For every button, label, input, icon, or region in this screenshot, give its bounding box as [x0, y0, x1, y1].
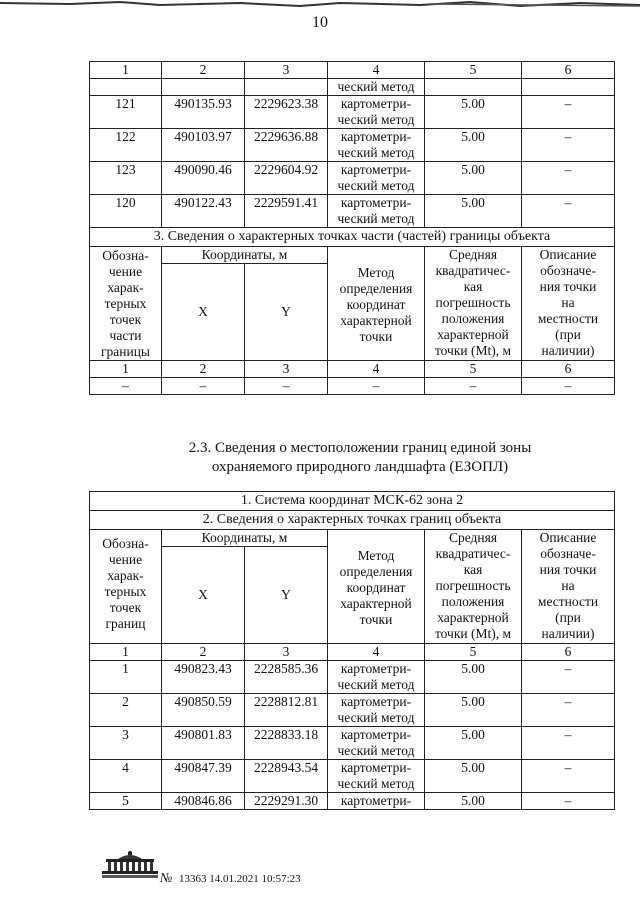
coord-x: 490103.97 [162, 129, 245, 162]
coord-x: 490122.43 [162, 195, 245, 228]
col-num: 3 [245, 62, 328, 79]
col-num: 1 [90, 361, 162, 378]
header-y: Y [245, 547, 328, 644]
header-method: Метод определения координат характерной точки [328, 530, 425, 644]
scan-edge-artifact [0, 0, 640, 14]
description: – [522, 793, 615, 810]
col-num: 4 [328, 361, 425, 378]
accuracy: 5.00 [425, 162, 522, 195]
header-x: X [162, 547, 245, 644]
method-line: картометри- [340, 96, 412, 111]
method-line: картометри- [340, 727, 412, 742]
point-id: 120 [90, 195, 162, 228]
method-line: ческий метод [337, 776, 415, 791]
number-sign: № [160, 870, 173, 885]
header-row [90, 247, 615, 264]
method-line: картометри- [340, 661, 412, 676]
method-line: ческий метод [337, 145, 415, 160]
point-id: 3 [90, 727, 162, 760]
header-point-designation: Обозна- чение харак- терных точек части границы [90, 247, 162, 361]
coord-y: 2229291.30 [245, 793, 328, 810]
description: – [522, 727, 615, 760]
point-id: 4 [90, 760, 162, 793]
coord-y: 2228812.81 [245, 694, 328, 727]
table-row [90, 162, 615, 195]
method-line: картометри- [340, 195, 412, 210]
point-id: 123 [90, 162, 162, 195]
empty-cell: – [162, 378, 245, 395]
section-2-title: 2. Сведения о характерных точках границ объекта [90, 511, 615, 530]
coordinates-table-continued [89, 61, 615, 395]
coord-y: 2228585.36 [245, 661, 328, 694]
point-id: 121 [90, 96, 162, 129]
section-2-3-title: 2.3. Сведения о местоположении границ единой зоны охраняемого природного ландшафта (ЕЗОПЛ) [188, 440, 532, 475]
point-id: 2 [90, 694, 162, 727]
header-accuracy: Средняя квадратичес- кая погрешность положения характерной точки (Mt), м [425, 247, 522, 361]
page-number: 10 [312, 14, 328, 31]
document-stamp [160, 870, 301, 886]
empty-cell: – [425, 378, 522, 395]
coord-y: 2229623.38 [245, 96, 328, 129]
coord-y: 2229636.88 [245, 129, 328, 162]
method-cell [328, 661, 425, 694]
description: – [522, 694, 615, 727]
coord-y: 2228833.18 [245, 727, 328, 760]
coord-x: 490135.93 [162, 96, 245, 129]
empty-cell: – [522, 378, 615, 395]
accuracy: 5.00 [425, 661, 522, 694]
header-accuracy: Средняя квадратичес- кая погрешность положения характерной точки (Mt), м [425, 530, 522, 644]
document-footer [98, 850, 318, 900]
header-x: X [162, 264, 245, 361]
section-title-row [90, 511, 615, 530]
description: – [522, 661, 615, 694]
method-line: картометри- [340, 129, 412, 144]
point-id: 122 [90, 129, 162, 162]
accuracy: 5.00 [425, 96, 522, 129]
coord-y: 2229591.41 [245, 195, 328, 228]
accuracy: 5.00 [425, 793, 522, 810]
method-cell [328, 694, 425, 727]
coordinate-system-title: 1. Система координат МСК-62 зона 2 [90, 492, 615, 511]
method-line: ческий метод [337, 743, 415, 758]
continued-row [90, 79, 615, 96]
table-row [90, 96, 615, 129]
col-num: 5 [425, 361, 522, 378]
header-description: Описание обозначе- ния точки на местности (при наличии) [522, 247, 615, 361]
method-cell [328, 195, 425, 228]
method-cell [328, 727, 425, 760]
method-cell [328, 129, 425, 162]
header-coordinates: Координаты, м [162, 530, 328, 547]
method-cell [328, 162, 425, 195]
coord-x: 490850.59 [162, 694, 245, 727]
accuracy: 5.00 [425, 129, 522, 162]
empty-cell: – [90, 378, 162, 395]
col-num: 1 [90, 644, 162, 661]
description: – [522, 760, 615, 793]
coord-x: 490801.83 [162, 727, 245, 760]
document-timestamp: 14.01.2021 10:57:23 [209, 873, 301, 885]
method-line: ческий метод [337, 677, 415, 692]
header-point-designation: Обозна- чение харак- терных точек границ [90, 530, 162, 644]
accuracy: 5.00 [425, 727, 522, 760]
continued-method: ческий метод [328, 79, 425, 96]
col-num: 2 [162, 361, 245, 378]
header-y: Y [245, 264, 328, 361]
method-line: картометри- [340, 760, 412, 775]
empty-data-row [90, 378, 615, 395]
description: – [522, 96, 615, 129]
ezopl-coordinates-table [89, 491, 615, 810]
col-num: 1 [90, 62, 162, 79]
coord-x: 490847.39 [162, 760, 245, 793]
col-num: 6 [522, 62, 615, 79]
method-cell [328, 760, 425, 793]
table-row [90, 727, 615, 760]
col-num: 4 [328, 62, 425, 79]
column-number-row [90, 361, 615, 378]
method-line: картометри- [340, 793, 412, 808]
col-num: 2 [162, 644, 245, 661]
system-title-row [90, 492, 615, 511]
col-num: 5 [425, 62, 522, 79]
table-row [90, 793, 615, 810]
empty-cell: – [245, 378, 328, 395]
document-number: 13363 [179, 873, 207, 885]
column-number-row [90, 644, 615, 661]
table-row [90, 195, 615, 228]
point-id: 1 [90, 661, 162, 694]
accuracy: 5.00 [425, 195, 522, 228]
description: – [522, 162, 615, 195]
coord-y: 2228943.54 [245, 760, 328, 793]
col-num: 4 [328, 644, 425, 661]
description: – [522, 129, 615, 162]
method-line: ческий метод [337, 178, 415, 193]
coord-x: 490823.43 [162, 661, 245, 694]
coord-x: 490090.46 [162, 162, 245, 195]
column-number-row [90, 62, 615, 79]
header-row [90, 530, 615, 547]
table-row [90, 129, 615, 162]
table-row [90, 760, 615, 793]
empty-cell: – [328, 378, 425, 395]
method-cell [328, 793, 425, 810]
method-line: картометри- [340, 694, 412, 709]
col-num: 3 [245, 644, 328, 661]
col-num: 6 [522, 644, 615, 661]
method-line: ческий метод [337, 710, 415, 725]
col-num: 3 [245, 361, 328, 378]
method-line: картометри- [340, 162, 412, 177]
col-num: 5 [425, 644, 522, 661]
accuracy: 5.00 [425, 760, 522, 793]
accuracy: 5.00 [425, 694, 522, 727]
table-row [90, 694, 615, 727]
coord-y: 2229604.92 [245, 162, 328, 195]
point-id: 5 [90, 793, 162, 810]
section-3-title: 3. Сведения о характерных точках части (частей) границы объекта [90, 228, 615, 247]
building-logo-icon [98, 850, 162, 880]
section-title-row [90, 228, 615, 247]
method-line: ческий метод [337, 211, 415, 226]
method-line: ческий метод [337, 112, 415, 127]
header-coordinates: Координаты, м [162, 247, 328, 264]
col-num: 6 [522, 361, 615, 378]
description: – [522, 195, 615, 228]
header-method: Метод определения координат характерной точки [328, 247, 425, 361]
table-row [90, 661, 615, 694]
header-description: Описание обозначе- ния точки на местности (при наличии) [522, 530, 615, 644]
coord-x: 490846.86 [162, 793, 245, 810]
col-num: 2 [162, 62, 245, 79]
method-cell [328, 96, 425, 129]
